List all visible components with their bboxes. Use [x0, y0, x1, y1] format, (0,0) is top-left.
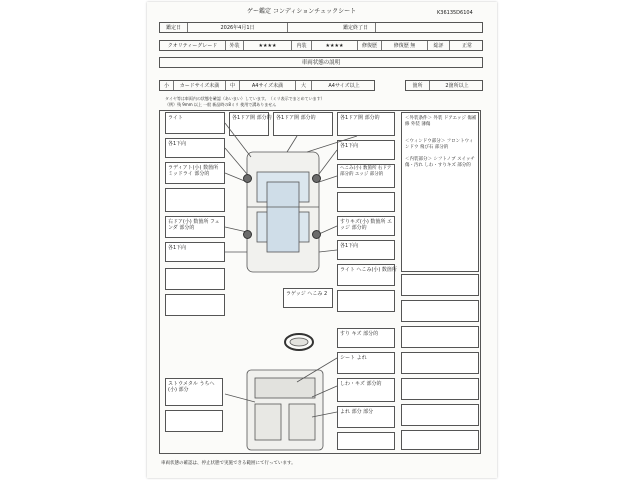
exterior-label: 外装: [226, 41, 244, 50]
bottom-label-1: すり キズ 部分的: [340, 331, 379, 337]
bottom-label-2: シート よれ: [340, 355, 367, 361]
legend-large: 大: [296, 81, 312, 90]
left-label-3: ラディアト(小) 数箇所 ミッドライ 部分的: [168, 165, 219, 177]
side-note-3: ＜内装部分＞ シフトノブ スイッチ 傷・汚れ しわ・すりキズ 部分的: [405, 157, 475, 168]
legend-small: 小: [160, 81, 174, 90]
interior-stars: ★★★★: [312, 41, 358, 50]
left-label-4: 右ドア(小) 数箇所 フェンダ 部分的: [168, 219, 220, 231]
side-note-2: ＜ウィンドウ部分＞ フロントウィンドウ 飛び石 部分的: [405, 139, 474, 150]
tire-front-right: [312, 174, 321, 183]
bottom-box-3: [337, 378, 395, 402]
sheet-title: ゲー鑑定 コンディションチェックシート: [247, 8, 357, 15]
date-value: 2026年4月1日: [188, 23, 288, 32]
section-title: 車両状態の説明: [159, 57, 483, 68]
legend-large-desc: A4サイズ以上: [328, 83, 360, 89]
interior-label: 内装: [292, 41, 312, 50]
tire-front-left: [243, 174, 252, 183]
tire-rear-left: [243, 230, 252, 239]
reg-date-label: 鑑定終了日: [336, 23, 376, 32]
top-label-2: 各1ドア開 部分的: [276, 115, 316, 121]
right-label-2: へこみ(小) 数箇所 右ドア 部分的 エッジ 部分的: [340, 166, 392, 177]
count-label: 箇所: [406, 81, 430, 90]
note-line-2: （例）残 9mm 以上 一般 新品時の8ミリ 使用で溝ありません: [165, 102, 277, 107]
bottom-box-4: [337, 406, 395, 428]
bottom-box-1: [337, 328, 395, 348]
footer-note: 車両状態の確認は、停止状態で実施できる範囲にて行っています。: [161, 461, 296, 466]
bottom-left-box-1: [165, 378, 223, 406]
side-note-1: ＜外装条件＞ 外装 ドアエッジ 傷補修 外装 薄傷: [405, 116, 477, 127]
left-label-2: 各1下向: [168, 141, 187, 147]
repair-value: 修復歴 無: [382, 41, 428, 50]
right-label-1: 各1下向: [340, 143, 359, 149]
count-value: 2箇所以上: [445, 83, 469, 89]
bottom-box-5: [337, 432, 395, 450]
status-value: 正常: [461, 43, 472, 49]
bottom-left-box-2: [165, 410, 223, 432]
tire-rear-right: [312, 230, 321, 239]
left-label-5: 各1下向: [168, 245, 187, 251]
top-label-3: 各1ドア開 部分的: [340, 115, 380, 121]
exterior-stars: ★★★★: [244, 41, 292, 50]
car-diagram: [147, 2, 497, 478]
bottom-label-3: しわ・キズ 部分的: [340, 381, 382, 387]
right-label-3: すりキズ(小) 数箇所 エッジ 部分的: [340, 219, 392, 231]
legend-medium-desc: A4サイズ未満: [240, 81, 296, 90]
bottom-box-2: [337, 352, 395, 374]
status-label: 総評: [428, 41, 450, 50]
legend-medium: 中: [226, 81, 240, 90]
right-label-5: ライト へこみ(小) 数箇所: [340, 267, 397, 273]
doc-id: K36135D6104: [437, 10, 473, 16]
right-label-6: ラゲッジ へこみ 2: [286, 291, 328, 297]
grade-label: クオリティーグレード: [160, 41, 226, 50]
note-line-1: タイヤ等は車両内の状態を確認（あいまい）しています。（ミリ表示でまとめています）: [165, 96, 325, 101]
right-label-4: 各1下向: [340, 243, 359, 249]
left-label-6: ストウメタル うちへ(小) 部分: [168, 381, 215, 393]
repair-label: 修復歴: [358, 41, 382, 50]
left-label-1: ライト: [168, 115, 183, 121]
condition-sheet: [147, 2, 497, 478]
date-label: 鑑定日: [160, 23, 188, 32]
bottom-label-4: よれ 部分 部分: [340, 409, 374, 415]
legend-small-desc: カードサイズ未満: [174, 81, 226, 90]
top-label-1: 各1ドア開 部分的: [232, 115, 272, 121]
